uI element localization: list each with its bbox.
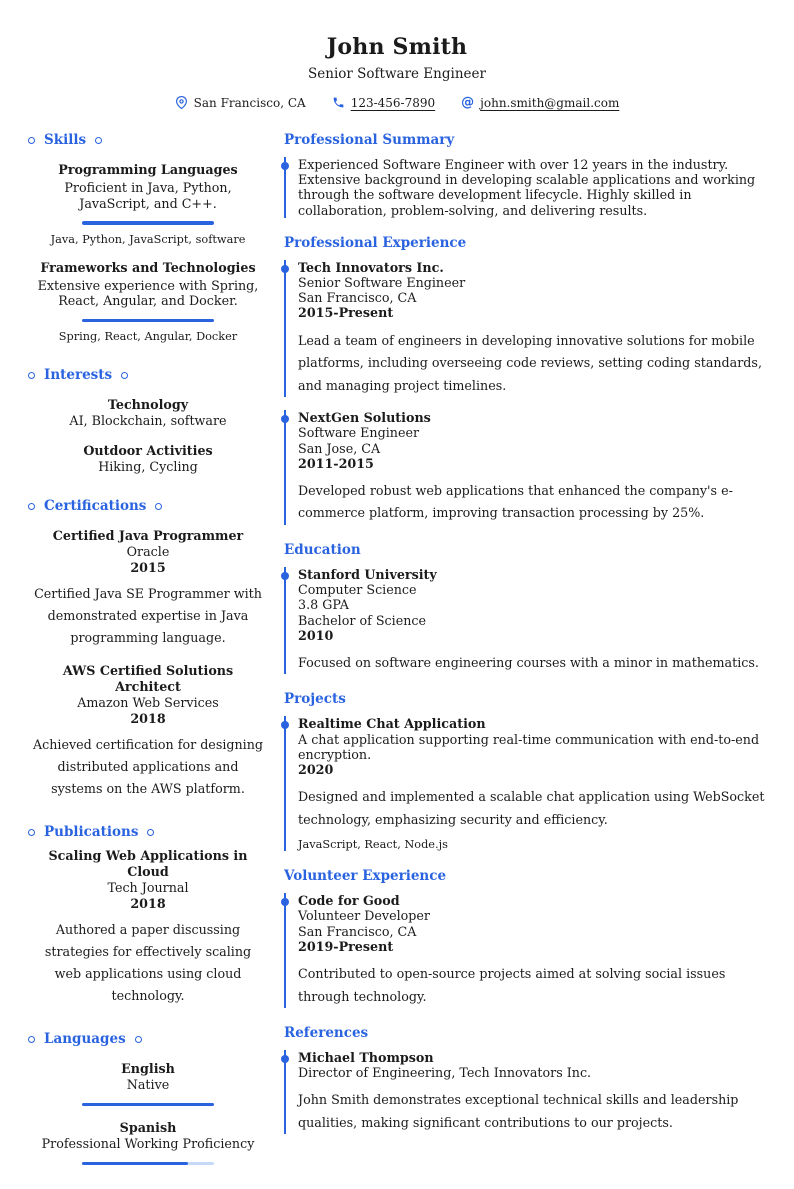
publication-publisher: Tech Journal <box>107 880 189 895</box>
volunteer-role: Volunteer Developer <box>298 908 430 924</box>
section-projects <box>284 691 766 851</box>
interest-name: Outdoor Activities <box>83 442 213 458</box>
section-references <box>284 1025 766 1134</box>
certification-name: AWS Certified Solutions Architect <box>62 663 234 694</box>
language-item <box>32 1061 264 1106</box>
volunteer-heading: Volunteer Experience <box>284 868 447 885</box>
language-proficiency-fill <box>82 1162 188 1166</box>
experience-location: San Jose, CA <box>298 440 381 456</box>
ring-icon <box>28 503 35 510</box>
interest-name: Technology <box>107 397 189 412</box>
experience-heading: Professional Experience <box>284 234 467 251</box>
education-field: Computer Science <box>298 582 417 598</box>
project-name: Realtime Chat Application <box>298 716 486 732</box>
section-education <box>284 542 766 675</box>
summary-heading: Professional Summary <box>284 132 455 148</box>
experience-role: Senior Software Engineer <box>298 275 466 291</box>
project-description: Designed and implemented a scalable chat application using WebSocket technology, emphasizing security and efficiency. <box>298 789 765 827</box>
skills-heading <box>28 132 268 148</box>
skills-body <box>28 162 268 343</box>
section-experience <box>284 235 766 525</box>
volunteer-description: Contributed to open-source projects aimed at solving social issues through technology. <box>298 966 726 1004</box>
experience-description: Developed robust web applications that enhanced the company's e-commerce platform, improving transaction processing by 25%. <box>298 482 733 521</box>
education-heading: Education <box>284 541 361 558</box>
education-entry <box>284 567 766 675</box>
ring-icon <box>135 1036 142 1043</box>
volunteer-organization: Code for Good <box>298 893 400 909</box>
candidate-name: John Smith <box>326 34 468 60</box>
languages-body <box>28 1061 268 1165</box>
certifications-body <box>28 528 268 800</box>
summary-entry <box>284 157 766 218</box>
interest-group <box>32 443 264 475</box>
section-certifications <box>28 498 268 800</box>
certification-issuer: Amazon Web Services <box>77 695 219 710</box>
experience-role: Software Engineer <box>298 425 420 441</box>
experience-entry <box>284 410 766 525</box>
languages-heading <box>28 1031 268 1047</box>
education-date: 2010 <box>298 627 334 643</box>
volunteer-dates: 2019-Present <box>298 938 394 954</box>
certification-issuer: Oracle <box>126 544 170 559</box>
experience-location: San Francisco, CA <box>298 290 417 306</box>
summary-text: Experienced Software Engineer with over 12 years in the industry. Extensive background in developing scalable applications and working through the software development lifecycle. Highly skilled in collaboration, problem-solving, and delivering results. <box>298 157 756 218</box>
at-icon: @ <box>461 95 475 110</box>
left-column <box>28 132 268 1189</box>
skill-divider-bar <box>82 221 214 225</box>
contact-phone-link[interactable]: 123-456-7890 <box>350 95 436 110</box>
certification-name: Certified Java Programmer <box>52 528 244 543</box>
ring-icon <box>28 829 35 836</box>
publication-date: 2018 <box>130 895 166 911</box>
publication-name: Scaling Web Applications in Cloud <box>48 848 248 879</box>
interests-heading-label: Interests <box>44 367 113 383</box>
language-name: Spanish <box>119 1120 177 1135</box>
skill-group-keywords: Spring, React, Angular, Docker <box>58 330 238 343</box>
certification-description: Achieved certification for designing distributed applications and systems on the AWS platform. <box>32 737 264 796</box>
ring-icon <box>95 137 102 144</box>
publications-heading-label: Publications <box>44 824 139 840</box>
reference-title: Director of Engineering, Tech Innovators Inc. <box>298 1065 592 1081</box>
experience-dates: 2011-2015 <box>298 455 374 471</box>
education-gpa: 3.8 GPA <box>298 597 349 613</box>
project-keywords: JavaScript, React, Node.js <box>298 838 448 852</box>
publications-heading <box>28 824 268 840</box>
candidate-title: Senior Software Engineer <box>308 66 486 82</box>
skill-divider-bar <box>82 319 214 323</box>
volunteer-entry <box>284 893 766 1008</box>
interest-keywords: Hiking, Cycling <box>98 458 198 474</box>
publications-body <box>28 848 268 1007</box>
certification-item <box>32 663 264 800</box>
section-summary <box>284 132 766 218</box>
interest-group <box>32 397 264 429</box>
location-pin-icon <box>175 96 188 109</box>
education-degree: Bachelor of Science <box>298 612 426 628</box>
skill-group-name: Programming Languages <box>58 162 238 177</box>
contact-email-link[interactable]: john.smith@gmail.com <box>480 95 620 110</box>
publication-item <box>32 848 264 1007</box>
ring-icon <box>28 137 35 144</box>
education-school: Stanford University <box>298 566 437 582</box>
project-entry <box>284 716 766 851</box>
skills-heading-label: Skills <box>44 132 87 148</box>
skill-group-description: Proficient in Java, Python, JavaScript, and C++. <box>64 180 232 211</box>
experience-company: NextGen Solutions <box>298 410 431 426</box>
ring-icon <box>155 503 162 510</box>
experience-description: Lead a team of engineers in developing innovative solutions for mobile platforms, including overseeing code reviews, setting coding standards, and managing project timelines. <box>298 332 762 393</box>
language-name: English <box>121 1061 175 1076</box>
ring-icon <box>28 372 35 379</box>
skill-group-keywords: Java, Python, JavaScript, software <box>50 232 246 246</box>
interest-keywords: AI, Blockchain, software <box>69 413 227 428</box>
certifications-heading <box>28 498 268 514</box>
certification-item <box>32 528 264 649</box>
section-interests <box>28 367 268 474</box>
right-column <box>284 132 766 1189</box>
ring-icon <box>147 829 154 836</box>
certifications-heading-label: Certifications <box>44 498 147 514</box>
contact-location-text: San Francisco, CA <box>193 95 306 110</box>
language-level: Native <box>126 1077 170 1092</box>
interests-body <box>28 397 268 474</box>
experience-dates: 2015-Present <box>298 305 394 321</box>
ring-icon <box>28 1036 35 1043</box>
project-subtitle: A chat application supporting real-time communication with end-to-end encryption. <box>298 731 760 762</box>
phone-icon <box>332 96 345 109</box>
language-item <box>32 1120 264 1165</box>
resume-header <box>28 34 766 110</box>
skill-group <box>32 260 264 344</box>
skill-group-description: Extensive experience with Spring, React, Angular, and Docker. <box>37 277 259 308</box>
certification-date: 2018 <box>130 710 166 726</box>
section-publications <box>28 824 268 1007</box>
publication-description: Authored a paper discussing strategies for effectively scaling web applications using cloud technology. <box>44 922 252 1003</box>
interests-heading <box>28 367 268 383</box>
ring-icon <box>121 372 128 379</box>
reference-entry <box>284 1050 766 1134</box>
contact-location <box>175 96 306 110</box>
skill-group <box>32 162 264 246</box>
projects-heading: Projects <box>284 691 346 708</box>
language-proficiency-bar <box>82 1103 214 1107</box>
language-proficiency-fill <box>82 1103 214 1107</box>
section-volunteer <box>284 868 766 1008</box>
reference-name: Michael Thompson <box>298 1050 434 1066</box>
contact-row <box>28 95 766 110</box>
language-level: Professional Working Proficiency <box>41 1136 255 1151</box>
skill-group-name: Frameworks and Technologies <box>40 259 256 275</box>
contact-email <box>461 95 619 110</box>
experience-entry <box>284 260 766 397</box>
certification-date: 2015 <box>130 559 166 575</box>
experience-company: Tech Innovators Inc. <box>298 259 444 275</box>
resume-columns <box>28 132 766 1189</box>
education-description: Focused on software engineering courses with a minor in mathematics. <box>298 654 759 670</box>
section-skills <box>28 132 268 343</box>
volunteer-location: San Francisco, CA <box>298 923 417 939</box>
section-languages <box>28 1031 268 1165</box>
reference-description: John Smith demonstrates exceptional technical skills and leadership qualities, making significant contributions to our projects. <box>298 1092 739 1130</box>
contact-phone <box>332 96 435 110</box>
references-heading: References <box>284 1025 369 1042</box>
language-proficiency-bar <box>82 1162 214 1166</box>
languages-heading-label: Languages <box>44 1031 126 1047</box>
certification-description: Certified Java SE Programmer with demonstrated expertise in Java programming language. <box>34 586 262 645</box>
project-date: 2020 <box>298 762 334 778</box>
